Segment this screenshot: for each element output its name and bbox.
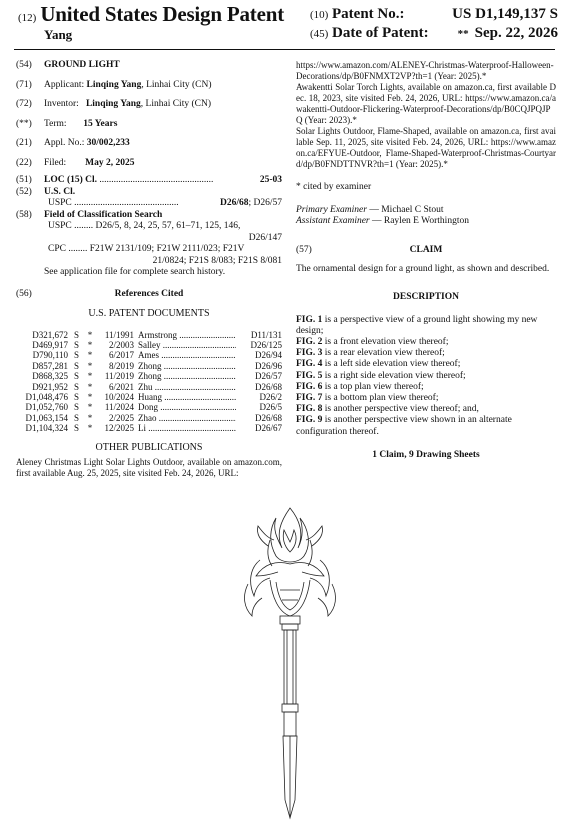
figure-label: FIG. 3	[296, 348, 323, 359]
uscl-line: USPC ............................................	[48, 198, 179, 208]
cited-by-examiner: * cited by examiner	[296, 182, 372, 192]
reference-name: Zhao .....	[138, 413, 236, 423]
patent-no: US D1,149,137 S	[452, 6, 558, 22]
reference-name: Ames .....	[138, 350, 236, 360]
reference-date: 8/2019	[108, 360, 134, 371]
code-10: (10)	[310, 9, 329, 21]
reference-row	[16, 350, 282, 360]
reference-cls: D26/5	[236, 402, 282, 412]
code-58: (58)	[16, 209, 32, 220]
reference-row	[16, 361, 282, 371]
assistant-examiner-label: Assistant Examiner	[296, 216, 370, 226]
inventor-label: Inventor:	[44, 99, 79, 109]
inventor-short: Yang	[44, 27, 73, 42]
reference-date: 11/2019	[104, 371, 134, 382]
code-51: (51)	[16, 175, 32, 185]
foc-label: Field of Classification Search	[44, 209, 163, 220]
reference-num: D321,672	[32, 329, 68, 340]
reference-name: Armstrong .....	[138, 330, 236, 340]
reference-num: D1,048,476	[25, 391, 68, 402]
figure-description	[296, 404, 556, 415]
reference-name: Zhu .....	[138, 382, 236, 392]
appl-number: 30/002,233	[86, 138, 130, 148]
reference-name: Zhong .....	[138, 371, 236, 381]
patent-date: Sep. 22, 2026	[474, 25, 558, 41]
figure-label: FIG. 1	[296, 314, 323, 325]
code-21: (21)	[16, 138, 32, 148]
description-title: DESCRIPTION	[393, 291, 459, 302]
figure-description	[296, 359, 556, 370]
term-label: Term:	[44, 118, 67, 129]
reference-kind: S	[74, 350, 80, 361]
inventor-location: , Linhai City (CN)	[140, 99, 211, 109]
figure-text: is a perspective view of a ground light showing my new design;	[296, 314, 538, 336]
reference-date: 2/2003	[108, 339, 134, 350]
assistant-examiner	[296, 216, 556, 227]
figure-text: is a front elevation view thereof;	[322, 336, 449, 347]
patent-no-label: Patent No.:	[332, 6, 405, 22]
applicant-name: Linqing Yang	[86, 79, 142, 90]
reference-star: *	[87, 391, 93, 402]
code-71: (71)	[16, 79, 32, 90]
reference-kind: S	[74, 339, 80, 350]
figure-description	[296, 393, 556, 404]
figure-text: is a right side elevation view thereof;	[322, 370, 466, 381]
reference-num: D790,110	[32, 350, 68, 361]
reference-row	[16, 413, 282, 423]
reference-cls: D26/68	[236, 382, 282, 392]
reference-row	[16, 371, 282, 381]
header-rule	[14, 49, 555, 50]
appl-label: Appl. No.:	[44, 138, 85, 148]
reference-star: *	[87, 360, 93, 371]
reference-kind: S	[74, 329, 80, 340]
reference-row	[16, 402, 282, 412]
reference-num: D1,063,154	[25, 412, 68, 423]
reference-star: *	[87, 423, 93, 434]
loc-value: 25-03	[259, 175, 282, 185]
code-52: (52)	[16, 186, 32, 197]
reference-star: *	[87, 381, 93, 392]
figure-text: is a rear elevation view thereof;	[322, 348, 445, 359]
figure-label: FIG. 7	[296, 392, 323, 403]
filed-label: Filed:	[44, 157, 67, 168]
figure-text: is a top plan view thereof;	[322, 381, 424, 392]
reference-date: 10/2024	[104, 391, 134, 402]
code-22: (22)	[16, 157, 32, 168]
reference-name: Salley .....	[138, 340, 236, 350]
uscl-rest: ; D26/57	[248, 198, 282, 208]
reference-kind: S	[74, 371, 80, 382]
reference-date: 6/2017	[108, 350, 134, 361]
reference-cls: D26/96	[236, 361, 282, 371]
reference-name: Dong .....	[138, 402, 236, 412]
right-column	[296, 60, 556, 461]
figure-description	[296, 315, 556, 337]
doc-type: United States Design Patent	[40, 2, 284, 26]
reference-name: Zhong .....	[138, 361, 236, 371]
figure-description	[296, 415, 556, 437]
figure-text: is a bottom plan view thereof;	[322, 392, 439, 403]
reference-num: D469,917	[32, 339, 68, 350]
loc-label: LOC (15) Cl.	[44, 175, 98, 185]
reference-star: *	[87, 371, 93, 382]
reference-num: D857,281	[32, 360, 68, 371]
filed-date: May 2, 2025	[85, 157, 135, 168]
reference-num: D1,104,324	[25, 423, 68, 434]
code-45: (45)	[310, 28, 329, 40]
figure-label: FIG. 5	[296, 370, 323, 381]
reference-cls: D26/57	[236, 371, 282, 381]
figure-description	[296, 371, 556, 382]
reference-date: 6/2021	[108, 381, 134, 392]
code-12: (12)	[18, 12, 37, 24]
foc-cpc: CPC ........ F21W 2131/109; F21W 2111/023; F21V	[48, 244, 245, 254]
reference-date: 11/2024	[104, 402, 134, 413]
reference-row	[16, 423, 282, 433]
ground-light-drawing	[220, 500, 360, 825]
reference-cls: D26/67	[236, 423, 282, 433]
uscl-label: U.S. Cl.	[44, 186, 76, 197]
reference-row	[16, 340, 282, 350]
left-column	[16, 60, 282, 479]
reference-num: D921,952	[32, 381, 68, 392]
reference-star: *	[87, 402, 93, 413]
loc-dots: ................................................	[99, 175, 214, 185]
reference-cls: D26/125	[236, 340, 282, 350]
figure-label: FIG. 9	[296, 415, 323, 426]
reference-kind: S	[74, 423, 80, 434]
reference-cls: D26/2	[236, 392, 282, 402]
code-72: (72)	[16, 99, 32, 109]
other-publication-3: Solar Lights Outdoor, Flame-Shaped, available on amazon.ca, first available Sep. 11, 2025, site visited Feb. 24, 2026, URL: https://www.amazon.ca/EFYUE-Outdoor, Flame-Shaped-Waterproof-Christmas-Courtyard/dp/B0FNDTTNVR?th=1 (Year: 2025).*	[296, 126, 556, 169]
other-publication-1: Aleney Christmas Light Solar Lights Outdoor, available on amazon.com, first available Aug. 25, 2025, site visited Feb. 24, 2026, URL:	[16, 457, 282, 479]
code-57: (57)	[296, 245, 312, 255]
references-title: References Cited	[114, 288, 184, 299]
uscl-main: D26/68	[219, 198, 249, 208]
foc-see: See application file for complete search history.	[44, 267, 226, 277]
reference-num: D1,052,760	[25, 402, 68, 413]
reference-kind: S	[74, 391, 80, 402]
claims-sheets: 1 Claim, 9 Drawing Sheets	[372, 449, 480, 460]
figure-description	[296, 337, 556, 348]
other-publications-title: OTHER PUBLICATIONS	[95, 441, 203, 453]
applicant-location: , Linhai City (CN)	[141, 79, 212, 90]
other-publication-1-cont: https://www.amazon.com/ALENEY-Christmas-Waterproof-Halloween-Decorations/dp/B0FNMXT2VP?th=1 (Year: 2025).*	[296, 60, 554, 81]
reference-name: Huang .....	[138, 392, 236, 402]
reference-row	[16, 330, 282, 340]
foc-uspc-2: D26/147	[248, 232, 282, 243]
reference-star: *	[87, 329, 93, 340]
figure-text: is another perspective view thereof; and,	[322, 404, 479, 415]
figure-label: FIG. 8	[296, 404, 323, 415]
reference-date: 11/1991	[104, 329, 134, 340]
applicant-label: Applicant:	[44, 79, 85, 90]
reference-star: *	[87, 412, 93, 423]
figure-label: FIG. 6	[296, 381, 323, 392]
reference-kind: S	[74, 360, 80, 371]
reference-kind: S	[74, 412, 80, 423]
other-publication-2: Awakentti Solar Torch Lights, available on amazon.ca, first available Dec. 18, 2023, site visited Feb. 24, 2026, URL: https://www.amazon.ca/awakentti-Outdoor-Flickering-Waterproof-Decorations/dp/B0CQJPQJPQ (Year: 2023).*	[296, 82, 556, 125]
reference-kind: S	[74, 402, 80, 413]
reference-row	[16, 382, 282, 392]
reference-cls: D26/94	[236, 350, 282, 360]
reference-star: *	[87, 339, 93, 350]
patent-header-right	[310, 6, 558, 44]
reference-star: *	[87, 350, 93, 361]
reference-num: D868,325	[32, 371, 68, 382]
figure-description	[296, 348, 556, 359]
primary-examiner-label: Primary Examiner	[296, 205, 367, 215]
claim-title: CLAIM	[409, 245, 443, 255]
code-54: (54)	[16, 60, 32, 70]
reference-row	[16, 392, 282, 402]
figure-label: FIG. 2	[296, 336, 323, 347]
figure-description	[296, 382, 556, 393]
reference-date: 12/2025	[104, 423, 134, 434]
inventor-name: Linqing Yang	[85, 99, 141, 109]
primary-examiner-name: — Michael C Stout	[366, 205, 444, 215]
claim-text: The ornamental design for a ground light, as shown and described.	[296, 264, 550, 274]
description-list	[296, 315, 556, 438]
reference-kind: S	[74, 381, 80, 392]
date-label: Date of Patent:	[332, 25, 429, 41]
design-title: GROUND LIGHT	[44, 60, 120, 70]
code-56: (56)	[16, 288, 32, 299]
us-patent-docs-title: U.S. PATENT DOCUMENTS	[88, 308, 210, 319]
reference-name: Li .....	[138, 423, 236, 433]
figure-label: FIG. 4	[296, 359, 323, 370]
references-list	[16, 330, 282, 434]
foc-uspc: USPC ........ D26/5, 8, 24, 25, 57, 61–71, 125, 146,	[48, 221, 241, 231]
reference-date: 2/2025	[108, 412, 134, 423]
reference-cls: D26/68	[236, 413, 282, 423]
term-value: 15 Years	[83, 118, 118, 129]
figure-text: is another perspective view shown in an alternate configuration thereof.	[296, 415, 512, 437]
primary-examiner	[296, 205, 556, 216]
code-term: (**)	[16, 118, 32, 129]
reference-cls: D11/131	[236, 330, 282, 340]
assistant-examiner-name: — Raylen E Worthington	[369, 216, 469, 226]
figure-text: is a left side elevation view thereof;	[322, 359, 461, 370]
patent-header-left	[18, 2, 284, 43]
date-marker: **	[457, 28, 469, 40]
foc-cpc-2: 21/0824; F21S 8/083; F21S 8/081	[152, 255, 282, 266]
